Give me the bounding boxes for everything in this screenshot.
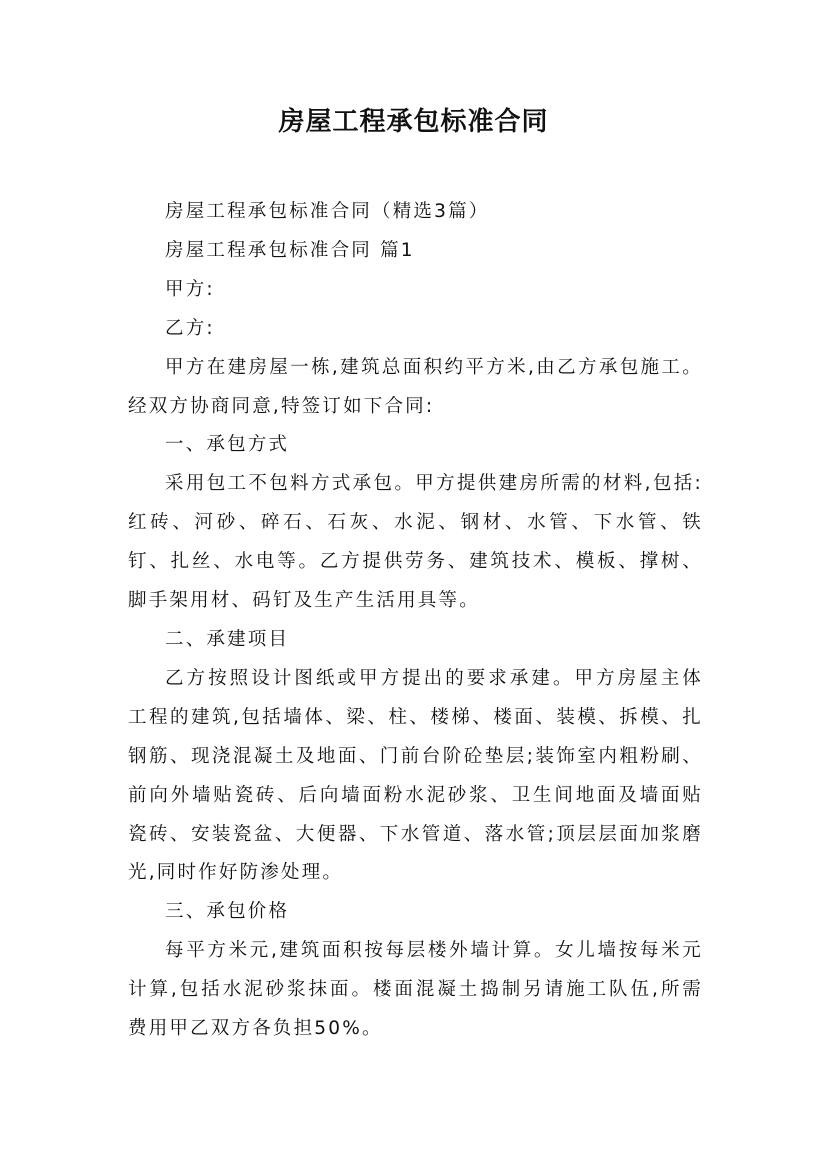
paragraph-contract-method: 采用包工不包料方式承包。甲方提供建房所需的材料,包括:红砖、河砂、碎石、石灰、水泥、钢材、水管、下水管、铁钉、扎丝、水电等。乙方提供劳务、建筑技术、模板、撑树、脚手架用材、码钉及生产生活用具等。: [128, 473, 703, 612]
document-body: [128, 193, 703, 1049]
heading-construction-items: 二、承建项目: [165, 628, 290, 650]
heading-contract-price: 三、承包价格: [165, 901, 290, 923]
paragraph-intro: 甲方在建房屋一栋,建筑总面积约平方米,由乙方承包施工。经双方协商同意,特签订如下合同:: [128, 356, 703, 417]
party-a-label: 甲方:: [165, 278, 215, 300]
document-title: 房屋工程承包标准合同: [278, 107, 549, 137]
heading-contract-method: 一、承包方式: [165, 434, 290, 456]
doc-subtitle: 房屋工程承包标准合同（精选3篇）: [165, 201, 490, 222]
paragraph-construction-items: 乙方按照设计图纸或甲方提出的要求承建。甲方房屋主体工程的建筑,包括墙体、梁、柱、楼梯、楼面、装模、拆模、扎钢筋、现浇混凝土及地面、门前台阶砼垫层;装饰室内粗粉刷、前向外墙贴瓷砖、后向墙面粉水泥砂浆、卫生间地面及墙面贴瓷砖、安装瓷盆、大便器、下水管道、落水管;顶层层面加浆磨光,同时作好防渗处理。: [128, 667, 703, 884]
paragraph-contract-price: 每平方米元,建筑面积按每层楼外墙计算。女儿墙按每米元计算,包括水泥砂浆抹面。楼面混凝土捣制另请施工队伍,所需费用甲乙双方各负担50%。: [128, 940, 703, 1040]
section-heading: 房屋工程承包标准合同 篇1: [165, 239, 415, 261]
party-b-label: 乙方:: [165, 317, 215, 339]
